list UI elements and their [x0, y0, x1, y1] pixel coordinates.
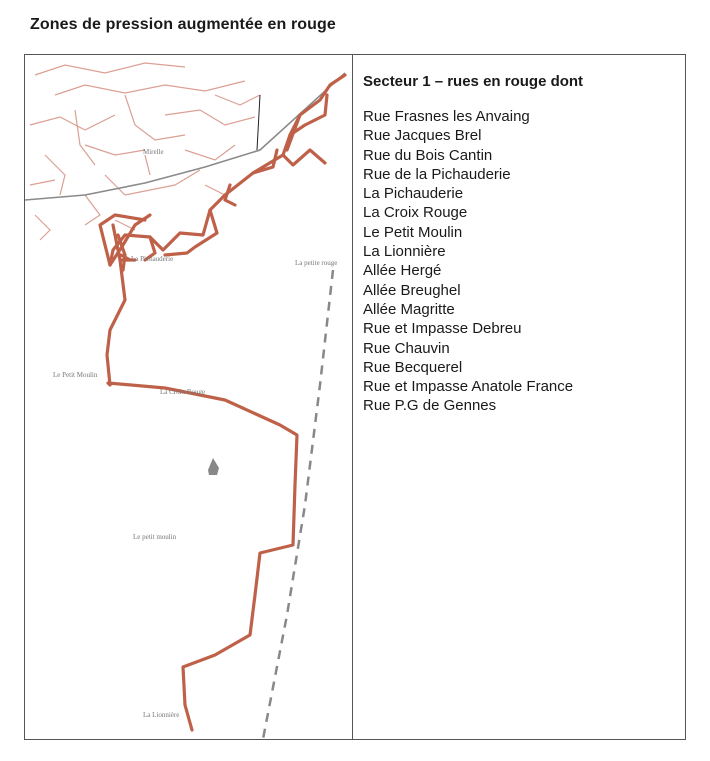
sector-panel [363, 73, 678, 416]
street-item: Rue et Impasse Anatole France [363, 378, 574, 396]
street-item: Rue du Bois Cantin [363, 146, 493, 164]
column-divider [352, 54, 353, 740]
street-item: Le Petit Moulin [363, 223, 463, 241]
sector-heading: Secteur 1 – rues en rouge dont [363, 73, 584, 90]
street-list [363, 107, 678, 416]
street-item: La Croix Rouge [363, 204, 468, 222]
street-item: Rue Chauvin [363, 339, 450, 357]
street-item: Allée Hergé [363, 262, 442, 280]
map-label: Le Petit Moulin [53, 371, 98, 379]
map-label: Le petit moulin [133, 533, 177, 541]
map-label: La Croix Rouge [160, 388, 206, 396]
street-item: Allée Magritte [363, 300, 455, 318]
street-item: Rue et Impasse Debreu [363, 320, 522, 338]
street-item: Rue de la Pichauderie [363, 165, 511, 183]
street-item: Rue Frasnes les Anvaing [363, 108, 530, 125]
street-item: Rue P.G de Gennes [363, 397, 497, 415]
street-item: La Pichauderie [363, 185, 464, 203]
page-title: Zones de pression augmentée en rouge [30, 16, 336, 33]
zone-map [25, 55, 352, 739]
map-label: Mirelle [143, 148, 164, 156]
map-label: La Pichauderie [131, 255, 174, 263]
street-item: Allée Breughel [363, 281, 461, 299]
boundary-dash [263, 270, 333, 739]
pond [208, 458, 219, 475]
street-item: Rue Jacques Brel [363, 127, 482, 145]
street-item: La Lionnière [363, 243, 446, 261]
street-item: Rue Becquerel [363, 358, 463, 376]
main-road [25, 73, 345, 200]
map-label: La Lionnière [143, 711, 180, 719]
map-graphic [25, 55, 352, 739]
map-label: La petite rouge [295, 259, 338, 267]
red-zone-roads [100, 75, 345, 730]
